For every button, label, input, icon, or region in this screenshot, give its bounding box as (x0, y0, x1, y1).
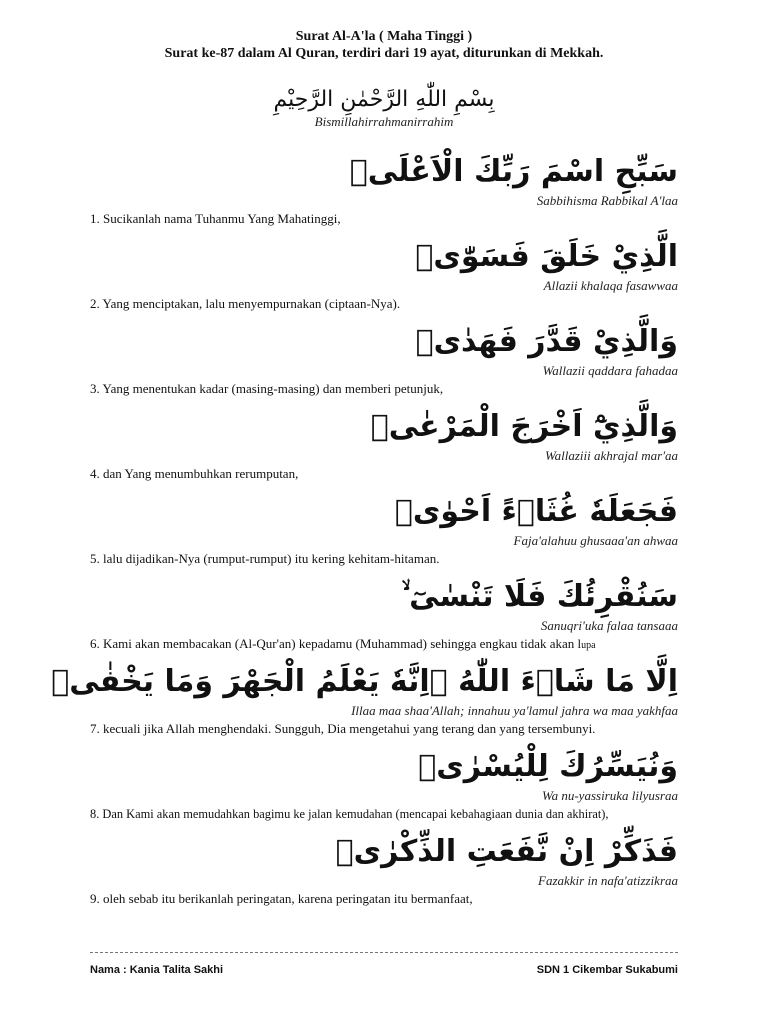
ayah-translation: 8. Dan Kami akan memudahkan bagimu ke jalan kemudahan (mencapai kebahagiaan dunia dan akhirat), (90, 807, 609, 821)
ayah-translation: 1. Sucikanlah nama Tuhanmu Yang Mahatinggi, (90, 211, 341, 226)
ayah-latin: Illaa maa shaa'Allah; innahuu ya'lamul jahra wa maa yakhfaa (351, 703, 678, 718)
ayah-arabic: وَنُيَسِّرُكَ لِلْيُسْرٰىۖ (418, 749, 678, 784)
ayah-arabic: وَالَّذِيْٓ اَخْرَجَ الْمَرْعٰىۖ (370, 409, 678, 444)
student-name: Nama : Kania Talita Sakhi (90, 964, 224, 976)
ayah-translation: 4. dan Yang menumbuhkan rerumputan, (90, 466, 299, 481)
ayah-arabic: اِلَّا مَا شَاۤءَ اللّٰهُ ۗاِنَّهٗ يَعْلَمُ الْجَهْرَ وَمَا يَخْفٰىۗ (51, 664, 678, 699)
ayah-7 (51, 662, 678, 737)
ayah-translation: 5. lalu dijadikan-Nya (rumput-rumput) itu kering kehitam-hitaman. (90, 551, 440, 566)
ayah-latin: Wa nu-yassiruka lilyusraa (541, 788, 678, 803)
ayah-latin: Wallazii qaddara fahadaa (542, 363, 678, 378)
ayah-translation: 2. Yang menciptakan, lalu menyempurnakan (ciptaan-Nya). (90, 296, 401, 311)
ayah-3 (90, 322, 678, 397)
ayah-5 (90, 492, 678, 567)
ayah-4 (90, 407, 678, 482)
ayah-latin: Faja'alahuu ghusaaa'an ahwaa (513, 533, 678, 548)
ayah-2 (90, 237, 678, 312)
ayah-latin: Fazakkir in nafa'atizzikraa (538, 873, 678, 888)
basmalah-latin: Bismillahirrahmanirrahim (314, 114, 454, 129)
ayah-1 (90, 152, 678, 227)
ayah-8 (90, 747, 678, 822)
ayah-translation: 9. oleh sebab itu berikanlah peringatan, karena peringatan itu bermanfaat, (90, 891, 473, 906)
surah-subtitle: Surat ke-87 dalam Al Quran, terdiri dari 19 ayat, diturunkan di Mekkah. (164, 46, 604, 61)
document-header (0, 28, 768, 62)
ayah-arabic: وَالَّذِيْ قَدَّرَ فَهَدٰىۖ (415, 324, 678, 359)
ayah-arabic: الَّذِيْ خَلَقَ فَسَوّٰىۖ (415, 239, 678, 274)
footer-divider (90, 952, 678, 953)
translation-overflow: upa (581, 640, 596, 651)
basmalah-arabic: بِسْمِ اللّٰهِ الرَّحْمٰنِ الرَّحِيْمِ (273, 87, 495, 112)
ayah-translation: 3. Yang menentukan kadar (masing-masing) dan memberi petunjuk, (90, 381, 444, 396)
school-name: SDN 1 Cikembar Sukabumi (536, 964, 678, 976)
ayah-latin: Sabbihisma Rabbikal A'laa (536, 193, 678, 208)
ayah-6 (90, 577, 678, 654)
surah-title: Surat Al-A'la ( Maha Tinggi ) (295, 29, 473, 44)
ayah-latin: Wallaziii akhrajal mar'aa (544, 448, 678, 463)
ayah-arabic: سَنُقْرِئُكَ فَلَا تَنْسٰىٓ ۙ (401, 579, 678, 614)
ayah-9 (90, 832, 678, 907)
ayah-arabic: سَبِّحِ اسْمَ رَبِّكَ الْاَعْلَىۙ (349, 154, 678, 189)
ayah-latin: Sanuqri'uka falaa tansaaa (540, 618, 678, 633)
ayah-arabic: فَذَكِّرْ اِنْ نَّفَعَتِ الذِّكْرٰىۗ (335, 834, 678, 869)
ayah-translation: 7. kecuali jika Allah menghendaki. Sungguh, Dia mengetahui yang terang dan yang tersembunyi. (90, 721, 596, 736)
ayah-latin: Allazii khalaqa fasawwaa (543, 278, 678, 293)
ayah-translation: 6. Kami akan membacakan (Al-Qur'an) kepadamu (Muhammad) sehingga engkau tidak akan lupa (90, 636, 596, 651)
ayah-arabic: فَجَعَلَهٗ غُثَاۤءً اَحْوٰىۗ (394, 494, 678, 529)
